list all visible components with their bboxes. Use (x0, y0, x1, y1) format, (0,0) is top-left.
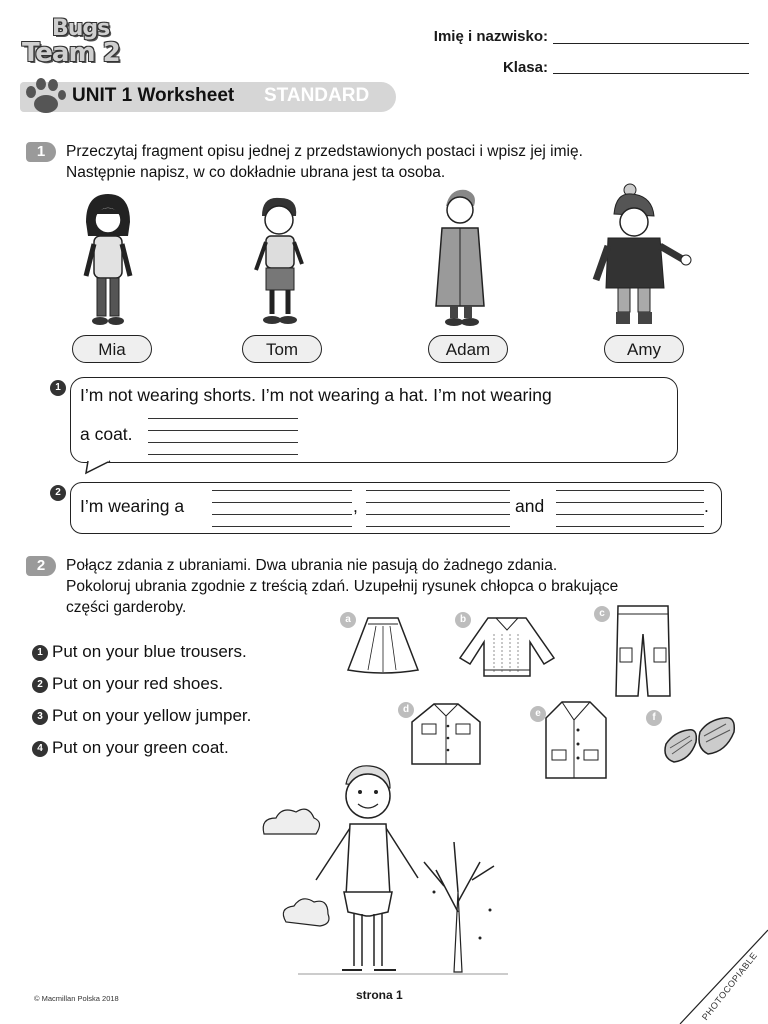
answer-line (556, 502, 704, 503)
sentence-1 (32, 642, 247, 662)
bubble-1-answer-lines[interactable] (148, 418, 298, 458)
answer-line (148, 418, 298, 419)
jumper-illustration[interactable] (458, 614, 556, 680)
answer-line (212, 490, 352, 491)
exercise-1-instruction-line-1: Przeczytaj fragment opisu jednej z przedstawionych postaci i wpisz jej imię. (66, 143, 583, 160)
character-mia-illustration (78, 192, 138, 332)
name-field[interactable] (553, 43, 749, 44)
answer-line (212, 514, 352, 515)
sentence-4-number: 4 (32, 741, 48, 757)
speech-bubble-1-tail (86, 461, 114, 475)
sentence-2-text: Put on your red shoes. (52, 674, 224, 693)
sentence-3-text: Put on your yellow jumper. (52, 706, 252, 725)
answer-line (148, 454, 298, 455)
bubble-1-line-2: a coat. (80, 424, 133, 444)
worksheet-level: STANDARD (264, 85, 370, 106)
sentence-3 (32, 706, 251, 726)
bubble-1-number: 1 (50, 380, 66, 396)
bubble-2-number: 2 (50, 485, 66, 501)
answer-line (556, 526, 704, 527)
bubble-2-answer-1[interactable] (212, 490, 352, 528)
answer-line (212, 502, 352, 503)
character-tom-illustration (248, 194, 308, 330)
bubble-1-line-1: I’m not wearing shorts. I’m not wearing a hat. I’m not wearing (80, 385, 552, 405)
sentence-1-number: 1 (32, 645, 48, 661)
sentence-4-text: Put on your green coat. (52, 738, 229, 757)
character-name-adam: Adam (428, 335, 508, 363)
page-number: strona 1 (356, 988, 403, 1002)
answer-line (366, 514, 510, 515)
character-name-amy: Amy (604, 335, 684, 363)
item-a-letter: a (340, 612, 356, 628)
bubble-2-start: I’m wearing a (80, 496, 185, 516)
paw-icon (22, 76, 66, 116)
worksheet-title: UNIT 1 Worksheet (72, 85, 235, 106)
bubble-2-comma: , (353, 496, 358, 516)
answer-line (366, 502, 510, 503)
shirt-illustration[interactable] (410, 700, 482, 768)
character-amy-illustration (594, 184, 694, 330)
bubble-2-end: . (704, 496, 709, 516)
answer-line (556, 514, 704, 515)
exercise-1-number: 1 (26, 142, 56, 162)
character-name-tom: Tom (242, 335, 322, 363)
sentence-2-number: 2 (32, 677, 48, 693)
answer-line (366, 526, 510, 527)
exercise-2-instruction-line-2: Pokoloruj ubrania zgodnie z treścią zdań. Uzupełnij rysunek chłopca o brakujące (66, 578, 619, 595)
exercise-1-instruction-line-2: Następnie napisz, w co dokładnie ubrana jest ta osoba. (66, 164, 446, 181)
answer-line (212, 526, 352, 527)
skirt-illustration[interactable] (346, 614, 420, 674)
bubble-2-answer-3[interactable] (556, 490, 704, 528)
item-e-letter: e (530, 706, 546, 722)
item-b-letter: b (455, 612, 471, 628)
character-name-mia: Mia (72, 335, 152, 363)
sentence-3-number: 3 (32, 709, 48, 725)
sentence-2 (32, 674, 223, 694)
character-adam-illustration (430, 188, 490, 330)
photocopiable-corner (680, 930, 768, 1024)
class-field[interactable] (553, 73, 749, 74)
answer-line (148, 430, 298, 431)
exercise-1-instruction (66, 141, 746, 183)
answer-line (148, 442, 298, 443)
copyright: © Macmillan Polska 2018 (34, 994, 119, 1003)
sentence-4 (32, 738, 229, 758)
exercise-2-instruction-line-3: części garderoby. (66, 599, 187, 616)
coat-illustration[interactable] (544, 698, 608, 782)
class-label: Klasa: (502, 59, 548, 76)
answer-line (366, 490, 510, 491)
sentence-1-text: Put on your blue trousers. (52, 642, 247, 661)
logo-line-1: Bugs (52, 16, 110, 41)
trousers-illustration[interactable] (610, 604, 676, 698)
bubble-2-and: and (515, 496, 545, 516)
photocopiable-label: PHOTOCOPIABLE (700, 950, 760, 1023)
exercise-2-number: 2 (26, 556, 56, 576)
exercise-2-instruction-line-1: Połącz zdania z ubraniami. Dwa ubrania nie pasują do żadnego zdania. (66, 557, 558, 574)
boy-to-dress-illustration[interactable] (258, 762, 514, 976)
shoes-illustration[interactable] (660, 708, 736, 766)
item-f-letter: f (646, 710, 662, 726)
bugs-team-logo (22, 16, 134, 70)
logo-line-2: Team 2 (22, 38, 120, 68)
item-d-letter: d (398, 702, 414, 718)
item-c-letter: c (594, 606, 610, 622)
answer-line (556, 490, 704, 491)
bubble-2-answer-2[interactable] (366, 490, 510, 528)
name-label: Imię i nazwisko: (433, 28, 548, 45)
